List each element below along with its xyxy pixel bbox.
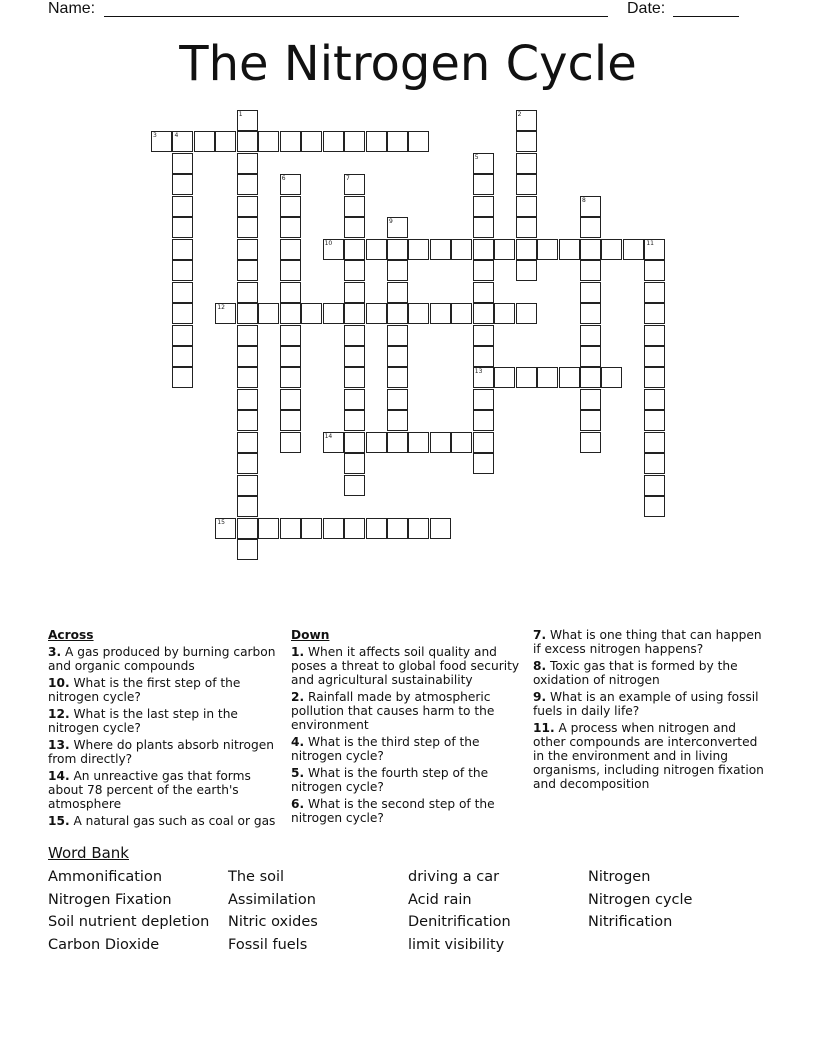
crossword-cell[interactable]: [344, 346, 365, 367]
crossword-cell[interactable]: [494, 367, 515, 388]
crossword-cell[interactable]: [237, 260, 258, 281]
clue-number: 7: [346, 175, 350, 183]
crossword-cell[interactable]: [280, 196, 301, 217]
crossword-cell[interactable]: [473, 367, 494, 388]
crossword-cell[interactable]: [580, 282, 601, 303]
crossword-cell[interactable]: [280, 239, 301, 260]
crossword-cell[interactable]: [387, 389, 408, 410]
crossword-cell[interactable]: [323, 432, 344, 453]
word-bank-item: The soil: [228, 869, 285, 885]
crossword-cell[interactable]: [280, 282, 301, 303]
crossword-cell[interactable]: [344, 325, 365, 346]
crossword-cell[interactable]: [258, 303, 279, 324]
crossword-cell[interactable]: [623, 239, 644, 260]
crossword-cell[interactable]: [344, 217, 365, 238]
clue-number-label: 14.: [48, 769, 70, 783]
crossword-cell[interactable]: [516, 367, 537, 388]
crossword-cell[interactable]: [172, 303, 193, 324]
crossword-cell[interactable]: [172, 217, 193, 238]
clue-item: [48, 707, 278, 735]
crossword-cell[interactable]: [644, 346, 665, 367]
clue-number: 15: [217, 518, 225, 526]
crossword-cell[interactable]: [537, 239, 558, 260]
crossword-cell[interactable]: [473, 453, 494, 474]
date-label: Date:: [627, 0, 666, 17]
crossword-cell[interactable]: [473, 239, 494, 260]
crossword-cell[interactable]: [301, 518, 322, 539]
clue-number-label: 6.: [291, 797, 305, 811]
crossword-cell[interactable]: [387, 131, 408, 152]
crossword-cell[interactable]: [280, 174, 301, 195]
crossword-cell[interactable]: [366, 303, 387, 324]
crossword-cell[interactable]: [237, 539, 258, 560]
crossword-cell[interactable]: [408, 303, 429, 324]
crossword-cell[interactable]: [580, 260, 601, 281]
clue-text: What is the fourth step of the nitrogen cycle?: [291, 766, 489, 794]
crossword-cell[interactable]: [473, 389, 494, 410]
crossword-cell[interactable]: [237, 367, 258, 388]
crossword-cell[interactable]: [280, 518, 301, 539]
crossword-cell[interactable]: [344, 260, 365, 281]
clue-item: [533, 721, 768, 791]
crossword-cell[interactable]: [215, 303, 236, 324]
crossword-cell[interactable]: [516, 196, 537, 217]
crossword-cell[interactable]: [473, 346, 494, 367]
crossword-cell[interactable]: [172, 196, 193, 217]
clue-number-label: 12.: [48, 707, 70, 721]
clue-number: 13: [474, 368, 483, 376]
clue-number-label: 10.: [48, 676, 70, 690]
clue-number-label: 3.: [48, 645, 62, 659]
crossword-cell[interactable]: [172, 260, 193, 281]
clue-number-label: 8.: [533, 659, 547, 673]
clue-number: 3: [153, 132, 157, 140]
crossword-cell[interactable]: [644, 282, 665, 303]
crossword-cell[interactable]: [344, 453, 365, 474]
crossword-cell[interactable]: [280, 346, 301, 367]
crossword-cell[interactable]: [172, 174, 193, 195]
crossword-cell[interactable]: [516, 153, 537, 174]
crossword-cell[interactable]: [408, 239, 429, 260]
crossword-cell[interactable]: [559, 239, 580, 260]
clue-item: [48, 676, 278, 704]
clue-item: [48, 738, 278, 766]
clue-number-label: 4.: [291, 735, 305, 749]
crossword-cell[interactable]: [644, 303, 665, 324]
across-clues: [48, 628, 278, 831]
clue-number: 11: [646, 239, 654, 247]
clue-number-label: 15.: [48, 814, 70, 828]
crossword-cell[interactable]: [237, 475, 258, 496]
crossword-cell[interactable]: [516, 239, 537, 260]
crossword-cell[interactable]: [215, 518, 236, 539]
clue-number: 2: [517, 111, 522, 118]
crossword-cell[interactable]: [387, 325, 408, 346]
crossword-cell[interactable]: [344, 432, 365, 453]
crossword-cell[interactable]: [516, 131, 537, 152]
word-bank-item: Acid rain: [408, 892, 472, 908]
crossword-cell[interactable]: [473, 196, 494, 217]
clue-number-label: 7.: [533, 628, 547, 642]
crossword-cell[interactable]: [430, 303, 451, 324]
crossword-cell[interactable]: [516, 260, 537, 281]
crossword-cell[interactable]: [387, 432, 408, 453]
crossword-cell[interactable]: [172, 153, 193, 174]
clue-item: [48, 814, 278, 828]
crossword-cell[interactable]: [473, 174, 494, 195]
crossword-cell[interactable]: [323, 239, 344, 260]
crossword-cell[interactable]: [280, 217, 301, 238]
clue-number: 14: [324, 432, 333, 440]
crossword-cell[interactable]: [387, 410, 408, 431]
crossword-cell[interactable]: [387, 260, 408, 281]
crossword-cell[interactable]: [280, 260, 301, 281]
crossword-cell[interactable]: [258, 131, 279, 152]
crossword-cell[interactable]: [237, 303, 258, 324]
crossword-cell[interactable]: [387, 239, 408, 260]
crossword-cell[interactable]: [516, 217, 537, 238]
clue-text: A gas produced by burning carbon and organic compounds: [48, 645, 276, 673]
crossword-cell[interactable]: [408, 518, 429, 539]
crossword-cell[interactable]: [237, 518, 258, 539]
clue-number: 8: [582, 196, 586, 204]
crossword-cell[interactable]: [237, 432, 258, 453]
crossword-cell[interactable]: [580, 367, 601, 388]
word-bank-item: Nitrogen Fixation: [48, 892, 172, 908]
clue-item: [291, 690, 526, 732]
crossword-cell[interactable]: [580, 303, 601, 324]
word-bank-item: Nitrogen: [588, 869, 651, 885]
word-bank-item: Assimilation: [228, 892, 316, 908]
crossword-cell[interactable]: [408, 131, 429, 152]
down-heading: Down: [291, 628, 330, 642]
clue-text: Where do plants absorb nitrogen from directly?: [48, 738, 274, 766]
crossword-cell[interactable]: [344, 367, 365, 388]
crossword-cell[interactable]: [473, 260, 494, 281]
crossword-cell[interactable]: [580, 346, 601, 367]
clue-text: A natural gas such as coal or gas: [69, 814, 276, 828]
crossword-cell[interactable]: [451, 432, 472, 453]
crossword-cell[interactable]: [258, 518, 279, 539]
crossword-cell[interactable]: [494, 239, 515, 260]
clue-item: [291, 766, 526, 794]
crossword-cell[interactable]: [344, 410, 365, 431]
word-bank-item: Fossil fuels: [228, 937, 308, 953]
clue-item: [533, 690, 768, 718]
crossword-cell[interactable]: [237, 346, 258, 367]
crossword-cell[interactable]: [280, 325, 301, 346]
crossword-cell[interactable]: [237, 325, 258, 346]
crossword-cell[interactable]: [580, 196, 601, 217]
crossword-cell[interactable]: [644, 389, 665, 410]
crossword-cell[interactable]: [408, 432, 429, 453]
crossword-cell[interactable]: [430, 518, 451, 539]
crossword-cell[interactable]: [344, 475, 365, 496]
clue-text: A process when nitrogen and other compounds are interconverted in the environment and in living organisms, including nitrogen fixation and decomposition: [533, 721, 764, 791]
crossword-cell[interactable]: [473, 153, 494, 174]
crossword-cell[interactable]: [323, 131, 344, 152]
crossword-cell[interactable]: [344, 131, 365, 152]
crossword-cell[interactable]: [237, 239, 258, 260]
down-clues: [291, 628, 526, 828]
crossword-cell[interactable]: [430, 432, 451, 453]
word-bank-item: Nitrification: [588, 914, 673, 930]
crossword-cell[interactable]: [237, 110, 258, 131]
crossword-cell[interactable]: [430, 239, 451, 260]
crossword-cell[interactable]: [323, 303, 344, 324]
clue-number: 6: [281, 175, 286, 183]
clue-text: An unreactive gas that forms about 78 percent of the earth's atmosphere: [48, 769, 251, 811]
word-bank-item: Nitrogen cycle: [588, 892, 693, 908]
clue-item: [291, 797, 526, 825]
word-bank-item: Carbon Dioxide: [48, 937, 160, 953]
crossword-cell[interactable]: [580, 217, 601, 238]
crossword-cell[interactable]: [644, 325, 665, 346]
clue-number-label: 1.: [291, 645, 305, 659]
crossword-cell[interactable]: [387, 217, 408, 238]
clue-number: 5: [474, 153, 479, 161]
word-bank-title: Word Bank: [48, 844, 129, 862]
crossword-cell[interactable]: [644, 410, 665, 431]
crossword-cell[interactable]: [344, 389, 365, 410]
crossword-cell[interactable]: [537, 367, 558, 388]
clue-text: When it affects soil quality and poses a threat to global food security and agricultural sustainability: [291, 645, 520, 687]
crossword-cell[interactable]: [601, 367, 622, 388]
crossword-cell[interactable]: [580, 389, 601, 410]
crossword-cell[interactable]: [366, 131, 387, 152]
clue-text: What is the last step in the nitrogen cycle?: [48, 707, 238, 735]
clue-number-label: 9.: [533, 690, 547, 704]
crossword-cell[interactable]: [237, 174, 258, 195]
crossword-cell[interactable]: [473, 217, 494, 238]
clue-number: 9: [388, 218, 393, 226]
crossword-cell[interactable]: [580, 239, 601, 260]
crossword-cell[interactable]: [473, 410, 494, 431]
across-heading: Across: [48, 628, 94, 642]
clue-item: [533, 628, 768, 656]
word-bank-item: Denitrification: [408, 914, 511, 930]
crossword-cell[interactable]: [237, 217, 258, 238]
crossword-cell[interactable]: [451, 303, 472, 324]
word-bank-item: Nitric oxides: [228, 914, 318, 930]
crossword-cell[interactable]: [644, 475, 665, 496]
crossword-cell[interactable]: [172, 282, 193, 303]
crossword-cell[interactable]: [644, 453, 665, 474]
crossword-cell[interactable]: [237, 282, 258, 303]
word-bank-item: Soil nutrient depletion: [48, 914, 210, 930]
crossword-cell[interactable]: [237, 196, 258, 217]
crossword-cell[interactable]: [473, 303, 494, 324]
clue-item: [291, 735, 526, 763]
crossword-cell[interactable]: [237, 131, 258, 152]
crossword-cell[interactable]: [344, 303, 365, 324]
crossword-cell[interactable]: [280, 389, 301, 410]
crossword-cell[interactable]: [494, 303, 515, 324]
crossword-cell[interactable]: [516, 110, 537, 131]
clue-number: 1: [238, 111, 243, 118]
crossword-cell[interactable]: [344, 174, 365, 195]
crossword-cell[interactable]: [473, 282, 494, 303]
crossword-cell[interactable]: [280, 410, 301, 431]
crossword-cell[interactable]: [387, 367, 408, 388]
crossword-cell[interactable]: [516, 174, 537, 195]
crossword-cell[interactable]: [644, 432, 665, 453]
crossword-cell[interactable]: [344, 518, 365, 539]
crossword-cell[interactable]: [172, 131, 193, 152]
crossword-cell[interactable]: [237, 389, 258, 410]
crossword-cell[interactable]: [344, 196, 365, 217]
crossword-cell[interactable]: [280, 303, 301, 324]
crossword-cell[interactable]: [301, 131, 322, 152]
clue-number-label: 5.: [291, 766, 305, 780]
crossword-cell[interactable]: [451, 239, 472, 260]
clue-number-label: 2.: [291, 690, 305, 704]
crossword-cell[interactable]: [237, 453, 258, 474]
crossword-cell[interactable]: [301, 303, 322, 324]
clue-number-label: 11.: [533, 721, 555, 735]
crossword-cell[interactable]: [644, 239, 665, 260]
crossword-cell[interactable]: [366, 518, 387, 539]
clue-number: 12: [217, 304, 225, 312]
word-bank-item: Ammonification: [48, 869, 163, 885]
crossword-cell[interactable]: [344, 239, 365, 260]
crossword-cell[interactable]: [644, 367, 665, 388]
crossword-cell[interactable]: [237, 496, 258, 517]
crossword-cell[interactable]: [172, 239, 193, 260]
clue-text: What is the third step of the nitrogen cycle?: [291, 735, 480, 763]
word-bank-item: limit visibility: [408, 937, 505, 953]
crossword-cell[interactable]: [151, 131, 172, 152]
crossword-cell[interactable]: [172, 346, 193, 367]
crossword-cell[interactable]: [215, 131, 236, 152]
down-clues-continued: [533, 628, 768, 794]
crossword-cell[interactable]: [644, 496, 665, 517]
clue-text: What is the first step of the nitrogen cycle?: [48, 676, 241, 704]
crossword-cell[interactable]: [194, 131, 215, 152]
clue-number: 10: [324, 239, 333, 247]
crossword-cell[interactable]: [473, 325, 494, 346]
crossword-cell[interactable]: [387, 346, 408, 367]
crossword-cell[interactable]: [172, 325, 193, 346]
crossword-cell[interactable]: [601, 239, 622, 260]
page-title: The Nitrogen Cycle: [179, 36, 637, 92]
crossword-cell[interactable]: [580, 410, 601, 431]
crossword-cell[interactable]: [237, 410, 258, 431]
crossword-cell[interactable]: [473, 432, 494, 453]
clue-number: 4: [174, 132, 179, 140]
clue-text: Rainfall made by atmospheric pollution that causes harm to the environment: [291, 690, 495, 732]
name-label: Name:: [48, 0, 96, 17]
crossword-cell[interactable]: [280, 367, 301, 388]
clue-item: [48, 769, 278, 811]
crossword-cell[interactable]: [644, 260, 665, 281]
crossword-cell[interactable]: [280, 432, 301, 453]
crossword-cell[interactable]: [237, 153, 258, 174]
crossword-cell[interactable]: [366, 432, 387, 453]
word-bank-item: driving a car: [408, 869, 500, 885]
crossword-cell[interactable]: [387, 303, 408, 324]
crossword-cell[interactable]: [516, 303, 537, 324]
crossword-cell[interactable]: [280, 131, 301, 152]
crossword-cell[interactable]: [559, 367, 580, 388]
clue-item: [48, 645, 278, 673]
crossword-cell[interactable]: [344, 282, 365, 303]
crossword-cell[interactable]: [580, 325, 601, 346]
crossword-cell[interactable]: [366, 239, 387, 260]
clue-text: What is the second step of the nitrogen cycle?: [291, 797, 495, 825]
clue-item: [533, 659, 768, 687]
crossword-cell[interactable]: [387, 518, 408, 539]
crossword-cell[interactable]: [580, 432, 601, 453]
clue-text: What is one thing that can happen if excess nitrogen happens?: [533, 628, 762, 656]
crossword-cell[interactable]: [172, 367, 193, 388]
clue-text: What is an example of using fossil fuels in daily life?: [533, 690, 759, 718]
crossword-cell[interactable]: [387, 282, 408, 303]
clue-item: [291, 645, 526, 687]
clue-text: Toxic gas that is formed by the oxidation of nitrogen: [533, 659, 738, 687]
clue-number-label: 13.: [48, 738, 70, 752]
crossword-cell[interactable]: [323, 518, 344, 539]
